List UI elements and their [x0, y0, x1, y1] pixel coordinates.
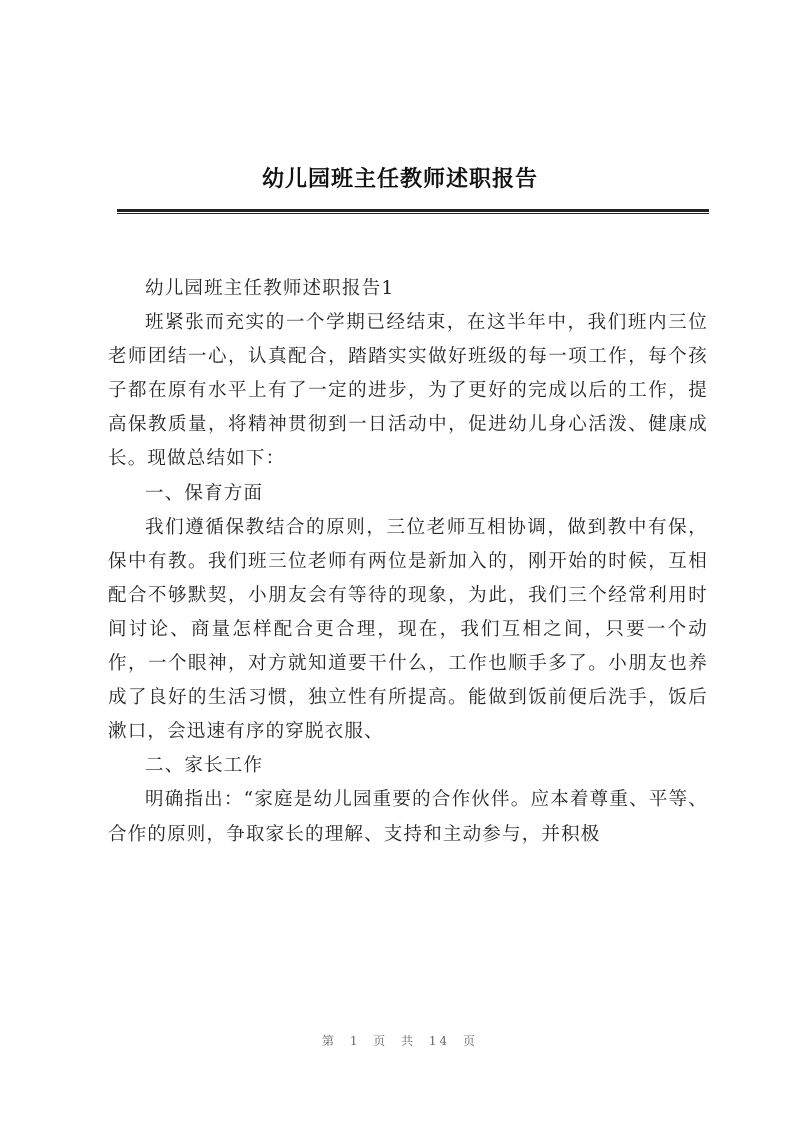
- document-title: 幼儿园班主任教师述职报告: [261, 166, 538, 192]
- section-heading-childcare: 一、保育方面: [145, 482, 264, 504]
- parents-paragraph: 明确指出：“家庭是幼儿园重要的合作伙伴。应本着尊重、平等、合作的原则，争取家长的理解、支持和主动参与，并积极: [108, 789, 708, 845]
- intro-paragraph: 班紧张而充实的一个学期已经结束，在这半年中，我们班内三位老师团结一心，认真配合，踏踏实实做好班级的每一项工作，每个孩子都在原有水平上有了一定的进步，为了更好的完成以后的工作，提高保教质量，将精神贯彻到一日活动中，促进幼儿身心活泼、健康成长。现做总结如下：: [108, 312, 708, 470]
- title-underline: [117, 209, 709, 214]
- report-subtitle: 幼儿园班主任教师述职报告1: [145, 278, 395, 299]
- section-heading-parents: 二、家长工作: [145, 755, 264, 777]
- page-number-footer: 第 1 页 共 14 页: [322, 1034, 478, 1048]
- document-body: [108, 272, 708, 852]
- childcare-paragraph: 我们遵循保教结合的原则，三位老师互相协调，做到教中有保，保中有教。我们班三位老师有两位是新加入的，刚开始的时候，互相配合不够默契，小朋友会有等待的现象，为此，我们三个经常利用时间讨论、商量怎样配合更合理，现在，我们互相之间，只要一个动作，一个眼神，对方就知道要干什么，工作也顺手多了。小朋友也养成了良好的生活习惯，独立性有所提高。能做到饭前便后洗手，饭后漱口，会迅速有序的穿脱衣服、: [108, 516, 708, 743]
